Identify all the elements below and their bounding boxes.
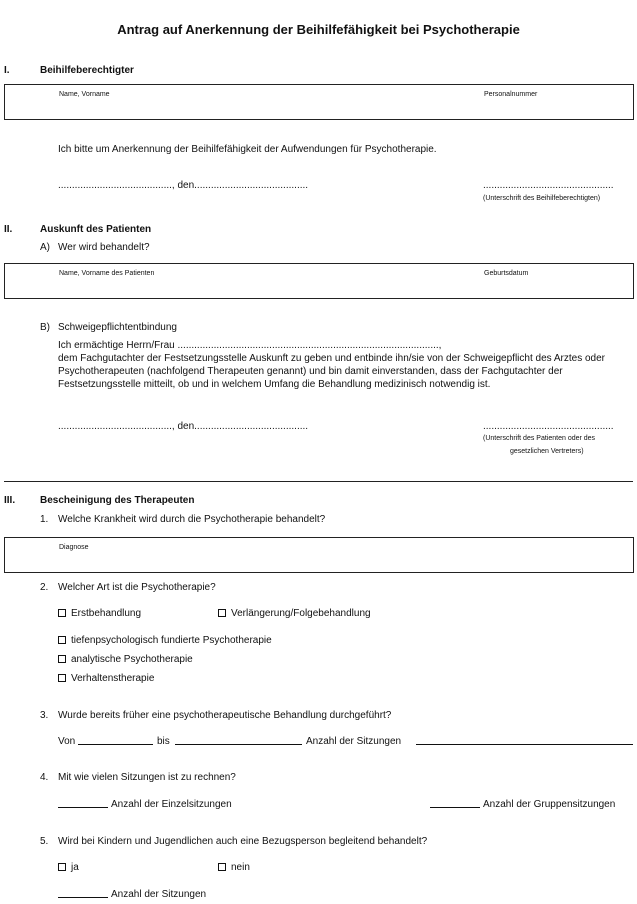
- signature-field-2[interactable]: ...............................................: [483, 421, 614, 432]
- section-2-heading: Auskunft des Patienten: [40, 224, 152, 235]
- signature-caption-2b: gesetzlichen Vertreters): [510, 448, 584, 455]
- q1-text: Welche Krankheit wird durch die Psychotherapie behandelt?: [58, 514, 326, 525]
- section-1-number: I.: [4, 65, 10, 76]
- part-a-question: Wer wird behandelt?: [58, 242, 150, 253]
- personnel-number-label: Personalnummer: [484, 91, 538, 98]
- birthdate-label: Geburtsdatum: [484, 270, 529, 277]
- q4-group-field[interactable]: [430, 807, 480, 808]
- option-behavioral-label: Verhaltenstherapie: [71, 673, 155, 684]
- place-date-field-1[interactable]: ........................................., den.........................................: [58, 180, 309, 191]
- q3-text: Wurde bereits früher eine psychotherapeutische Behandlung durchgeführt?: [58, 710, 392, 721]
- option-depth-psychology[interactable]: [58, 634, 272, 647]
- q5-text: Wird bei Kindern und Jugendlichen auch eine Bezugsperson begleitend behandelt?: [58, 836, 428, 847]
- q5-number: 5.: [40, 836, 49, 847]
- option-no-label: nein: [231, 862, 250, 873]
- authorization-line[interactable]: Ich ermächtige Herrn/Frau ..............................................................................................,: [58, 340, 442, 351]
- q3-to-label: bis: [157, 736, 170, 747]
- checkbox-icon[interactable]: [58, 863, 66, 871]
- q3-count-field[interactable]: [416, 744, 633, 745]
- option-analytic-label: analytische Psychotherapie: [71, 654, 193, 665]
- diagnosis-label: Diagnose: [59, 544, 89, 551]
- q4-individual-field[interactable]: [58, 807, 108, 808]
- option-no[interactable]: [218, 861, 250, 874]
- q3-from-label: Von: [58, 736, 76, 747]
- q2-number: 2.: [40, 582, 49, 593]
- place-date-field-2[interactable]: ........................................., den.........................................: [58, 421, 309, 432]
- option-yes[interactable]: [58, 861, 79, 874]
- part-a-label: A): [40, 242, 50, 253]
- part-b-heading: Schweigepflichtentbindung: [58, 322, 177, 333]
- section-2-number: II.: [4, 224, 13, 235]
- option-extension-label: Verlängerung/Folgebehandlung: [231, 608, 371, 619]
- q3-to-field[interactable]: [175, 744, 302, 745]
- q1-number: 1.: [40, 514, 49, 525]
- signature-field-1[interactable]: ...............................................: [483, 180, 614, 191]
- checkbox-icon[interactable]: [58, 674, 66, 682]
- diagnosis-box[interactable]: [4, 537, 634, 573]
- option-extension[interactable]: [218, 607, 371, 620]
- checkbox-icon[interactable]: [58, 655, 66, 663]
- q4-group-label: Anzahl der Gruppensitzungen: [483, 799, 616, 810]
- checkbox-icon[interactable]: [218, 609, 226, 617]
- form-title: Antrag auf Anerkennung der Beihilfefähigkeit bei Psychotherapie: [117, 22, 520, 37]
- patient-name-label: Name, Vorname des Patienten: [59, 270, 155, 277]
- q5-count-label: Anzahl der Sitzungen: [111, 889, 207, 900]
- signature-caption-1: (Unterschrift des Beihilfeberechtigten): [483, 195, 601, 202]
- q3-from-field[interactable]: [78, 744, 153, 745]
- part-b-label: B): [40, 322, 50, 333]
- section-1-heading: Beihilfeberechtigter: [40, 65, 134, 76]
- option-analytic[interactable]: [58, 653, 193, 666]
- option-behavioral[interactable]: [58, 672, 154, 685]
- request-text: Ich bitte um Anerkennung der Beihilfefähigkeit der Aufwendungen für Psychotherapie.: [58, 144, 437, 155]
- name-label: Name, Vorname: [59, 91, 110, 98]
- q3-count-label: Anzahl der Sitzungen: [306, 736, 402, 747]
- option-first-treatment[interactable]: [58, 607, 141, 620]
- patient-box[interactable]: [4, 263, 634, 299]
- q4-individual-label: Anzahl der Einzelsitzungen: [111, 799, 232, 810]
- section-3-number: III.: [4, 495, 16, 506]
- checkbox-icon[interactable]: [58, 636, 66, 644]
- q4-text: Mit wie vielen Sitzungen ist zu rechnen?: [58, 772, 236, 783]
- section-divider: [4, 481, 633, 482]
- section-3-heading: Bescheinigung des Therapeuten: [40, 495, 195, 506]
- q4-number: 4.: [40, 772, 49, 783]
- checkbox-icon[interactable]: [58, 609, 66, 617]
- confidentiality-paragraph: dem Fachgutachter der Festsetzungsstelle Auskunft zu geben und entbinde ihn/sie von der Schweigepflicht des Arztes oder Psychotherapeuten (nachfolgend Therapeuten genannt) und bin damit einverstanden, dass der Fachgutachter der Festsetzungsstelle mitteilt, ob und in welchem Umfang die Behandlung medizinisch notwendig ist.: [58, 353, 605, 390]
- q2-text: Welcher Art ist die Psychotherapie?: [58, 582, 216, 593]
- signature-caption-2a: (Unterschrift des Patienten oder des: [483, 435, 596, 442]
- q3-number: 3.: [40, 710, 49, 721]
- option-yes-label: ja: [71, 862, 79, 873]
- beneficiary-box[interactable]: [4, 84, 634, 120]
- option-first-treatment-label: Erstbehandlung: [71, 608, 142, 619]
- checkbox-icon[interactable]: [218, 863, 226, 871]
- q5-count-field[interactable]: [58, 897, 108, 898]
- option-depth-psychology-label: tiefenpsychologisch fundierte Psychotherapie: [71, 635, 272, 646]
